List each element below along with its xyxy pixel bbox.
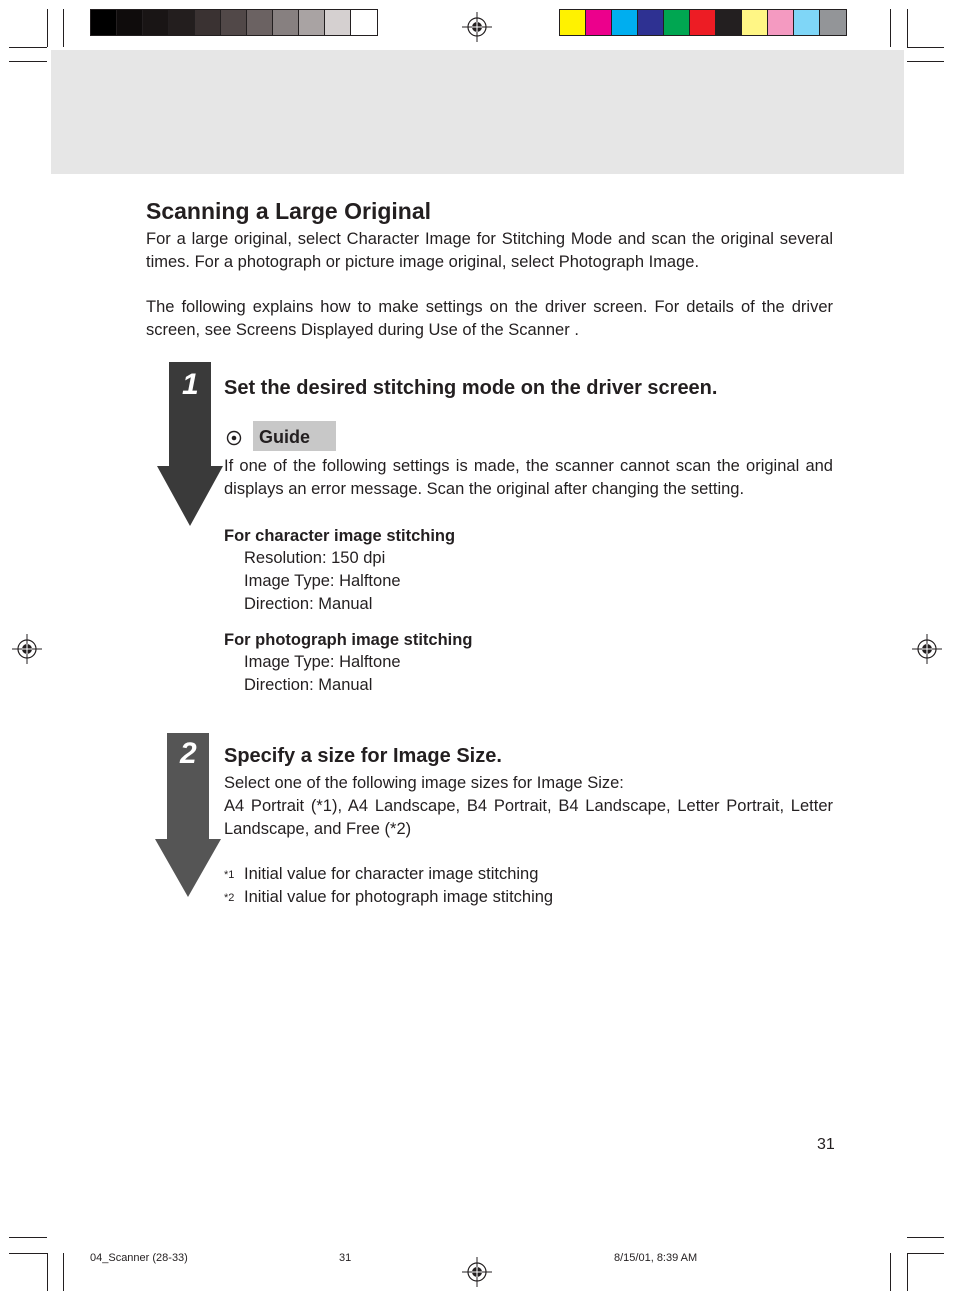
intro-paragraph-2: The following explains how to make settings on the driver screen. For details of the driver screen, see Screens Displayed during Use of the Scanner . xyxy=(146,298,833,339)
color-swatch xyxy=(273,10,299,35)
photo-stitching-heading: For photograph image stitching xyxy=(224,631,473,649)
crop-mark xyxy=(63,9,64,47)
crop-mark xyxy=(9,47,47,48)
footnote-mark: *2 xyxy=(224,892,235,904)
registration-mark-icon xyxy=(12,634,42,664)
footer-page: 31 xyxy=(339,1252,352,1264)
crop-mark xyxy=(907,47,944,48)
step-1-title: Set the desired stitching mode on the driver screen. xyxy=(224,377,718,399)
color-swatch xyxy=(91,10,117,35)
color-swatch xyxy=(794,10,820,35)
color-swatch xyxy=(195,10,221,35)
crop-mark xyxy=(47,1253,48,1291)
intro-paragraph: For a large original, select Character Image for Stitching Mode and scan the original several times. For a photograph or picture image original, select Photograph Image. xyxy=(146,230,833,271)
color-bar xyxy=(559,9,847,36)
color-swatch xyxy=(221,10,247,35)
crop-mark xyxy=(9,61,47,62)
crop-mark xyxy=(907,1253,908,1291)
color-swatch xyxy=(716,10,742,35)
registration-mark-icon xyxy=(462,12,492,42)
char-setting-item: Resolution: 150 dpi xyxy=(244,549,386,567)
footer-file: 04_Scanner (28-33) xyxy=(90,1252,188,1264)
color-swatch xyxy=(169,10,195,35)
crop-mark xyxy=(47,9,48,47)
footnote-text: Initial value for photograph image stitching xyxy=(244,888,554,906)
step-2-title: Specify a size for Image Size. xyxy=(224,745,502,767)
crop-mark xyxy=(907,1237,944,1238)
color-swatch xyxy=(664,10,690,35)
guide-label: Guide xyxy=(259,427,311,447)
crop-mark xyxy=(9,1237,47,1238)
crop-mark xyxy=(63,1253,64,1291)
color-swatch xyxy=(560,10,586,35)
color-swatch xyxy=(351,10,377,35)
target-circle-icon xyxy=(226,430,242,446)
color-swatch xyxy=(586,10,612,35)
char-stitching-heading: For character image stitching xyxy=(224,527,456,545)
image-size-list: A4 Portrait (*1), A4 Landscape, B4 Portrait, B4 Landscape, Letter Portrait, Letter Landscape, and Free (*2) xyxy=(224,797,833,838)
image-size-intro: Select one of the following image sizes for Image Size: xyxy=(224,774,624,792)
step-1-number: 1 xyxy=(182,368,199,401)
crop-mark xyxy=(9,1253,47,1254)
color-swatch xyxy=(612,10,638,35)
header-band xyxy=(51,50,904,174)
color-swatch xyxy=(143,10,169,35)
crop-mark xyxy=(907,1253,944,1254)
footer-date: 8/15/01, 8:39 AM xyxy=(614,1252,698,1264)
color-swatch xyxy=(690,10,716,35)
crop-mark xyxy=(890,1253,891,1291)
crop-mark xyxy=(907,61,944,62)
char-setting-item: Direction: Manual xyxy=(244,595,373,613)
footnote-text: Initial value for character image stitching xyxy=(244,865,539,883)
char-setting-item: Image Type: Halftone xyxy=(244,572,401,590)
registration-mark-icon xyxy=(462,1257,492,1287)
color-swatch xyxy=(820,10,846,35)
color-swatch xyxy=(742,10,768,35)
color-swatch xyxy=(299,10,325,35)
color-swatch xyxy=(768,10,794,35)
footnote-mark: *1 xyxy=(224,869,235,881)
photo-setting-item: Direction: Manual xyxy=(244,676,373,694)
color-swatch xyxy=(247,10,273,35)
color-swatch xyxy=(117,10,143,35)
guide-text: If one of the following settings is made, the scanner cannot scan the original and displays an error message. Scan the original after changing the setting. xyxy=(224,457,833,498)
section-title: Scanning a Large Original xyxy=(146,198,432,224)
color-swatch xyxy=(638,10,664,35)
color-swatch xyxy=(325,10,351,35)
registration-mark-icon xyxy=(912,634,942,664)
page-number: 31 xyxy=(817,1136,835,1153)
grayscale-bar xyxy=(90,9,378,36)
crop-mark xyxy=(907,9,908,47)
step-2-number: 2 xyxy=(180,737,197,770)
photo-setting-item: Image Type: Halftone xyxy=(244,653,401,671)
crop-mark xyxy=(890,9,891,47)
